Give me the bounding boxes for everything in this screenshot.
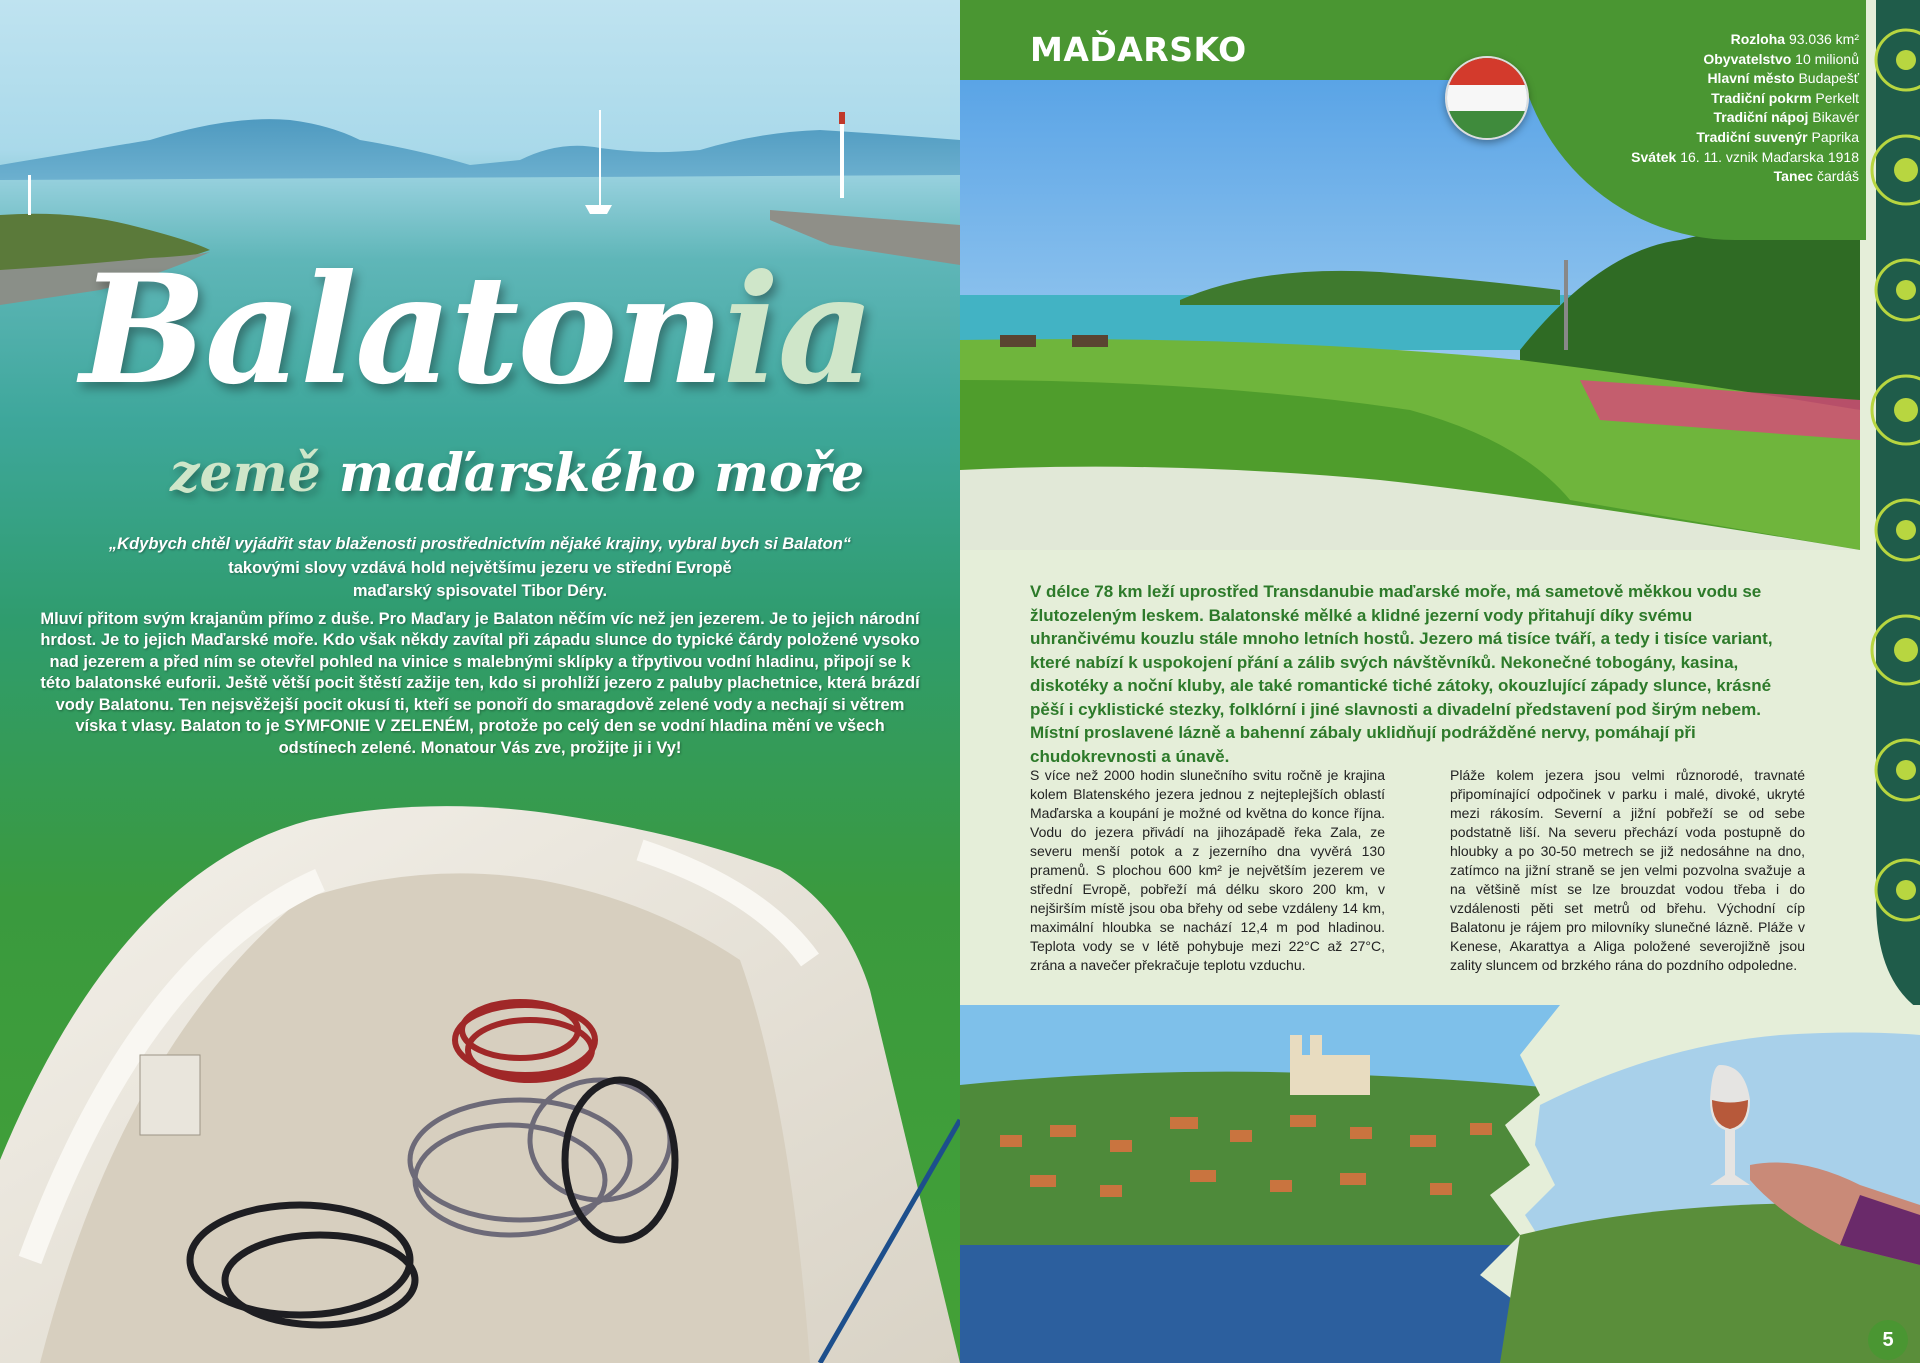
tihany-village-photo: [960, 1005, 1920, 1363]
intro-attribution-1: takovými slovy vzdává hold největšímu jezeru ve střední Evropě: [228, 558, 732, 577]
bench: [1000, 335, 1036, 347]
inner-lake: [960, 1245, 1570, 1363]
hungary-flag-icon: [1445, 56, 1529, 140]
fact-holiday: Svátek 16. 11. vznik Maďarska 1918: [1631, 148, 1859, 165]
fact-drink: Tradiční nápoj Bikavér: [1713, 109, 1859, 126]
fact-population: Obyvatelstvo 10 milionů: [1703, 50, 1859, 67]
intro-attribution-2: maďarský spisovatel Tibor Déry.: [352, 582, 608, 600]
fact-dance: Tanec čardáš: [1773, 168, 1859, 185]
intro-body: Mluví přitom svým krajanům přímo z duše. Pro Maďary je Balaton něčím víc než jen jezerem. Je to jejich národní hrdost. Je to jejich Maďarské moře. Kdo však někdy zavítal při západu slunce do typické čárdy položené vysoko nad jezerem a před ním se otevřel pohled na vinice s malebnými sklípky a třpytivou vodní hladinu, připojí se k této balatonské euforii. Ještě větší pocit štěstí zažije ten, kdo si prohlíží jezero z paluby plachetnice, která brázdí vody Balatonu. Ten nejsvěžejší pocit okusí ti, kteří se ponoří do smaragdově zelené vody a nechají si větrem víska t vlasy. Balaton to je SYMFONIE V ZELENÉM, protože po celý den se vodní hladina mění ve všech odstínech zelené. Monatour Vás zve, prožijte ji i Vy!: [40, 609, 920, 757]
bench: [1072, 335, 1108, 347]
magazine-title: Balatonia: [80, 242, 873, 418]
sailboat: [585, 205, 612, 214]
body-column-1: S více než 2000 hodin slunečního svitu ročně je krajina kolem Blatenského jezera jednou z nejteplejších oblastí Maďarska a koupání je možné od května do konce října. Vodu do jezera přivádí na jihozápadě řeka Zala, ze severu menší potok a z jezerního dna vyvěrá 130 pramenů. S plochou 600 km² je největším jezerem ve střední Evropě, pobřeží má délku skoro 200 km, v nejširším místě jsou oba břehy od sebe vzdáleny 14 km, maximální hloubka se nachází 12,4 m pod hladinou. Teplota vody se v létě pohybuje mezi 22°C až 27°C, zrána a navečer překračuje teplotu vzduchu.: [1030, 767, 1385, 973]
intro-text: [40, 534, 920, 761]
lighthouse-right: [840, 118, 844, 198]
lamp-post: [1564, 260, 1568, 350]
fact-capital: Hlavní město Budapešť: [1707, 70, 1859, 87]
country-title: MAĎARSKO: [1030, 30, 1247, 69]
fact-area: Rozloha 93.036 km²: [1730, 31, 1859, 47]
fact-dish: Tradiční pokrm Perkelt: [1711, 89, 1859, 106]
mandala-ornament: [1866, 0, 1920, 1010]
distant-hills: [0, 119, 960, 180]
fact-list: [1631, 30, 1859, 187]
lead-paragraph: V délce 78 km leží uprostřed Transdanubie maďarské moře, má sametově měkkou vodu se žlutozeleným leskem. Balatonské mělké a klidné jezerní vody přitahují díky svému uhrančivému kouzlu stále mnoho letních hostů. Jezero má tisíce tváří, a tedy i tisíce variant, které nabízí k uspokojení přání a zálib svých návštěvníků. Nekonečné tobogány, kasina, diskotéky a noční kluby, ale také romantické tiché zátoky, okouzlující západy slunce, krásné pěší i cyklistické stezky, folklórní i jiné slavnosti a divadelní představení pod širým nebem. Místní proslavené lázně a bahenní zábaly uklidňují podrážděné nervy, pomáhají při chudokrevnosti a únavě.: [1030, 582, 1773, 766]
magazine-subtitle: země maďarského moře: [170, 443, 865, 504]
intro-quote: „Kdybych chtěl vyjádřit stav blaženosti prostřednictvím nějaké krajiny, vybral bych si Balaton“: [108, 535, 852, 553]
page-number: 5: [1868, 1320, 1908, 1360]
body-column-2: Pláže kolem jezera jsou velmi různorodé, travnaté připomínající odpočinek v parku i malé, divoké, ukryté mezi rákosím. Severní a jižní pobřeží se od sebe podstatně liší. Na severu přechází voda postupně do hloubky a po 30-50 metrech se již nedosáhne na dno, zatímco na jižní straně se jen velmi pozvolna svažuje a na většině míst se lze brouzdat vodou třeba i do vzdálenosti pěti set metrů od břehu. Východní cíp Balatonu je rájem pro milovníky slunečné lázně. Pláže v Kenese, Akarattya a Aliga položené severojižně jsou zality sluncem od brzkého rána do pozdního odpoledne.: [1450, 767, 1805, 973]
deck-box: [140, 1055, 200, 1135]
lighthouse-left: [28, 175, 31, 215]
right-page: [960, 0, 1920, 1363]
fact-souvenir: Tradiční suvenýr Paprika: [1696, 128, 1859, 145]
